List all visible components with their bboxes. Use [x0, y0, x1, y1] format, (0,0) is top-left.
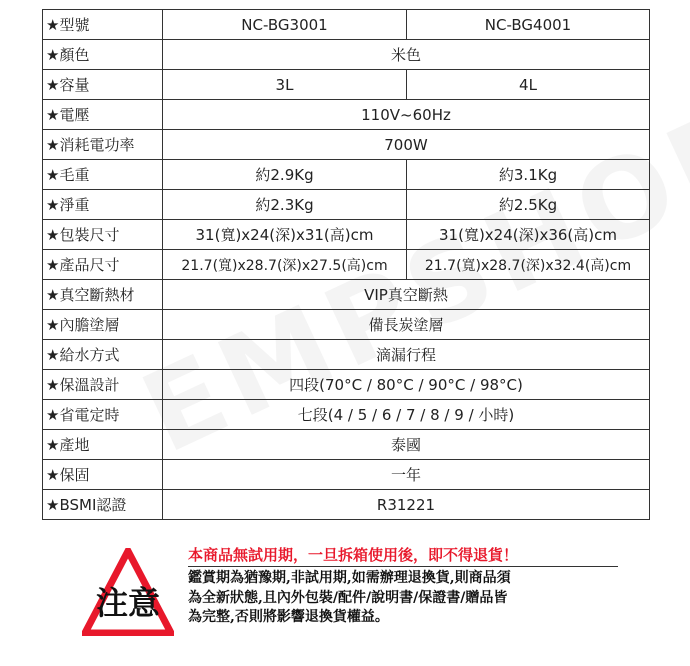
table-row	[43, 10, 650, 40]
row-label: ★包裝尺寸	[43, 220, 163, 250]
table-row	[43, 130, 650, 160]
table-row	[43, 430, 650, 460]
table-row	[43, 40, 650, 70]
cell-color: 米色	[163, 40, 650, 70]
cell-package-3001: 31(寬)x24(深)x31(高)cm	[163, 220, 407, 250]
cell-capacity-4001: 4L	[407, 70, 650, 100]
row-label: ★型號	[43, 10, 163, 40]
cell-origin: 泰國	[163, 430, 650, 460]
cell-model-4001: NC-BG4001	[407, 10, 650, 40]
row-label: ★省電定時	[43, 400, 163, 430]
cell-product-3001: 21.7(寬)x28.7(深)x27.5(高)cm	[163, 250, 407, 280]
table-row	[43, 220, 650, 250]
cell-power: 700W	[163, 130, 650, 160]
cell-voltage: 110V~60Hz	[163, 100, 650, 130]
cell-warranty: 一年	[163, 460, 650, 490]
row-label: ★保溫設計	[43, 370, 163, 400]
row-label: ★產品尺寸	[43, 250, 163, 280]
cell-coating: 備長炭塗層	[163, 310, 650, 340]
row-label: ★產地	[43, 430, 163, 460]
cell-keepwarm: 四段(70°C / 80°C / 90°C / 98°C)	[163, 370, 650, 400]
warning-triangle-icon	[82, 548, 174, 636]
table-row	[43, 490, 650, 520]
table-row	[43, 370, 650, 400]
notice-line: 鑑賞期為猶豫期,非試用期,如需辦理退換貨,則商品須	[188, 570, 511, 586]
table-row	[43, 460, 650, 490]
notice-icon-text: 注意	[95, 584, 161, 622]
row-label: ★電壓	[43, 100, 163, 130]
notice-block	[188, 545, 648, 628]
cell-product-4001: 21.7(寬)x28.7(深)x32.4(高)cm	[407, 250, 650, 280]
table-row	[43, 340, 650, 370]
table-row	[43, 310, 650, 340]
row-label: ★內膽塗層	[43, 310, 163, 340]
divider	[188, 566, 618, 567]
row-label: ★淨重	[43, 190, 163, 220]
table-row	[43, 280, 650, 310]
cell-timer: 七段(4 / 5 / 6 / 7 / 8 / 9 / 小時)	[163, 400, 650, 430]
table-row	[43, 100, 650, 130]
cell-vacuum: VIP真空斷熱	[163, 280, 650, 310]
cell-water: 滴漏行程	[163, 340, 650, 370]
cell-model-3001: NC-BG3001	[163, 10, 407, 40]
row-label: ★真空斷熱材	[43, 280, 163, 310]
cell-capacity-3001: 3L	[163, 70, 407, 100]
cell-package-4001: 31(寬)x24(深)x36(高)cm	[407, 220, 650, 250]
notice-body	[188, 569, 648, 628]
row-label: ★BSMI認證	[43, 490, 163, 520]
notice-line: 為完整,否則將影響退換貨權益。	[188, 609, 389, 625]
cell-gross-3001: 約2.9Kg	[163, 160, 407, 190]
table-row	[43, 70, 650, 100]
row-label: ★消耗電功率	[43, 130, 163, 160]
cell-net-3001: 約2.3Kg	[163, 190, 407, 220]
table-row	[43, 250, 650, 280]
row-label: ★給水方式	[43, 340, 163, 370]
row-label: ★毛重	[43, 160, 163, 190]
no-trial-warning: 本商品無試用期，一旦拆箱使用後，即不得退貨！	[188, 546, 519, 564]
row-label: ★容量	[43, 70, 163, 100]
row-label: ★顏色	[43, 40, 163, 70]
spec-table	[42, 9, 650, 520]
cell-gross-4001: 約3.1Kg	[407, 160, 650, 190]
cell-net-4001: 約2.5Kg	[407, 190, 650, 220]
notice-line: 為全新狀態,且內外包裝/配件/說明書/保證書/贈品皆	[188, 589, 508, 606]
table-row	[43, 190, 650, 220]
cell-bsmi: R31221	[163, 490, 650, 520]
row-label: ★保固	[43, 460, 163, 490]
table-row	[43, 400, 650, 430]
table-row	[43, 160, 650, 190]
